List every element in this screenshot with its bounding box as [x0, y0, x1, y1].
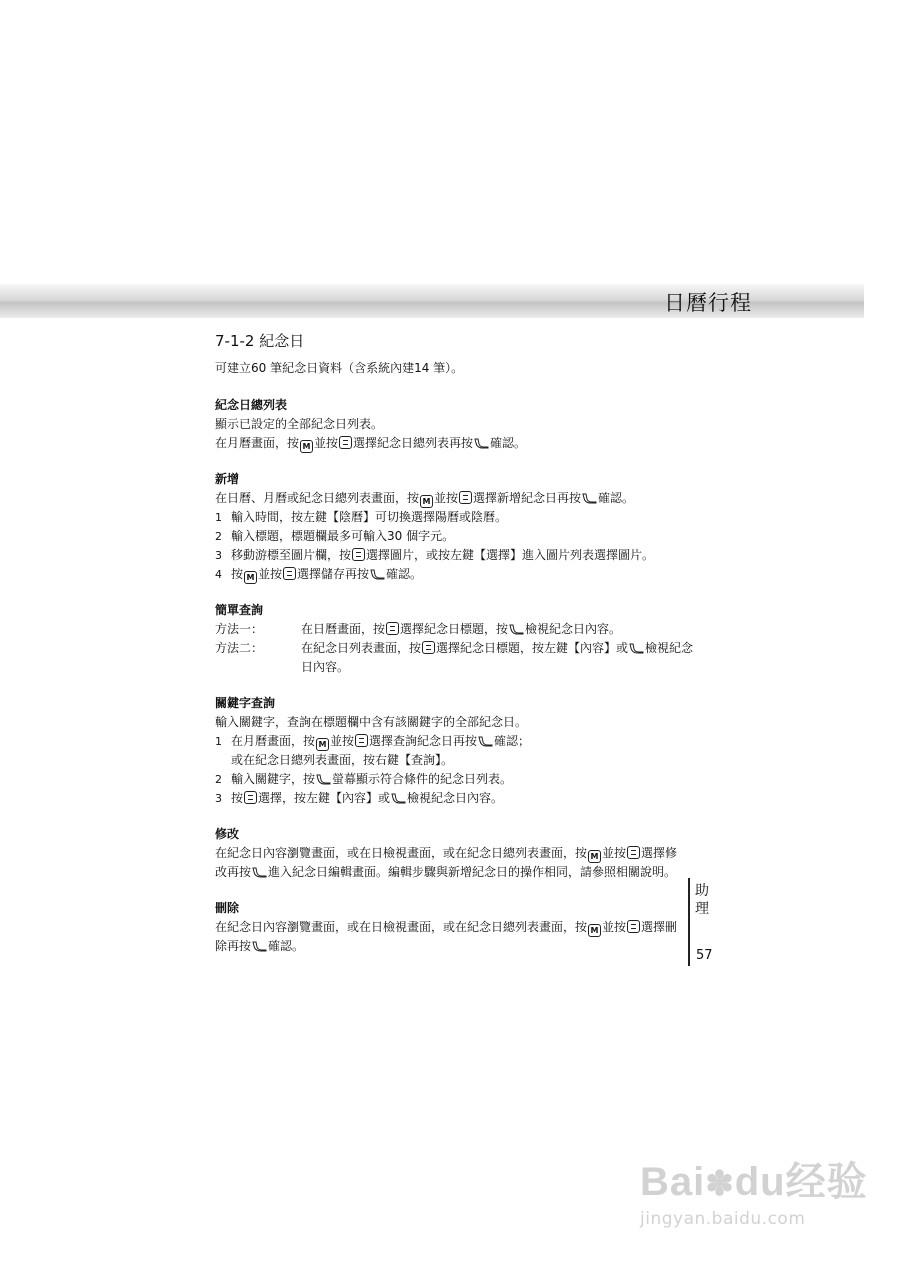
ok-key-icon: [386, 622, 399, 635]
add-step-1: 1 輸入時間，按左鍵【陰曆】可切換選擇陽曆或陰曆。: [215, 510, 508, 524]
menu-key-icon: M: [420, 495, 433, 508]
keyword-step-3: 3 按 選擇，按左鍵【內容】或 檢視紀念日內容。: [215, 791, 504, 805]
call-key-icon: [391, 793, 406, 804]
section-title: 7-1-2 紀念日: [215, 332, 305, 350]
call-key-icon: [370, 569, 385, 580]
keyword-line1: 輸入關鍵字，查詢在標題欄中含有該關鍵字的全部紀念日。: [215, 715, 528, 729]
watermark-url: jingyan.baidu.com: [640, 1209, 806, 1229]
page-content: [215, 332, 695, 973]
ok-key-icon: [459, 491, 472, 504]
block-simple-search: [215, 601, 695, 677]
menu-key-icon: M: [244, 571, 257, 584]
menu-key-icon: M: [588, 850, 601, 863]
ok-key-icon: [627, 920, 640, 933]
block-keyword-search: [215, 694, 695, 808]
side-tab-char-1: 助: [695, 883, 709, 899]
heading-delete: 刪除: [215, 901, 240, 915]
side-tab-char-2: 理: [695, 901, 709, 917]
method-2-text: 在紀念日列表畫面，按 選擇紀念日標題，按左鍵【內容】或 檢視紀念日內容。: [301, 641, 694, 674]
ok-key-icon: [355, 734, 368, 747]
heading-list: 紀念日總列表: [215, 398, 288, 412]
method-1: [215, 620, 695, 639]
list-line1: 顯示已設定的全部紀念日列表。: [215, 417, 384, 431]
chapter-title: 日曆行程: [664, 291, 752, 315]
page-number: 57: [696, 948, 713, 963]
keyword-step-1: 1 在月曆畫面，按 M 並按 選擇查詢紀念日再按 確認；: [215, 734, 531, 749]
method-1-text: 在日曆畫面，按 選擇紀念日標題，按 檢視紀念日內容。: [301, 622, 622, 636]
add-line1: 在日曆、月曆或紀念日總列表畫面，按 M 並按 選擇新增紀念日再按 確認。: [215, 491, 635, 506]
ok-key-icon: [339, 436, 352, 449]
watermark-logo: Bai✽du经验: [640, 1160, 868, 1204]
call-key-icon: [316, 774, 331, 785]
delete-paragraph: 在紀念日內容瀏覽畫面，或在日檢視畫面，或在紀念日總列表畫面，按 M 並按 選擇刪除再按 確認。: [215, 920, 678, 953]
block-list: [215, 396, 695, 453]
add-step-4: 4 按 M 並按 選擇儲存再按 確認。: [215, 567, 423, 582]
list-line2: 在月曆畫面，按 M 並按 選擇紀念日總列表再按 確認。: [215, 436, 527, 451]
keyword-step-2: 2 輸入關鍵字，按 螢幕顯示符合條件的紀念日列表。: [215, 772, 513, 786]
menu-key-icon: M: [300, 440, 313, 453]
call-key-icon: [474, 438, 489, 449]
call-key-icon: [629, 643, 644, 654]
ok-key-icon: [352, 548, 365, 561]
block-add: [215, 470, 695, 584]
heading-simple-search: 簡單查詢: [215, 603, 264, 617]
method-1-label: 方法一：: [215, 622, 264, 636]
heading-keyword-search: 關鍵字查詢: [215, 696, 276, 710]
keyword-step-1-cont: 或在紀念日總列表畫面，按右鍵【查詢】。: [231, 753, 454, 767]
ok-key-icon: [627, 846, 640, 859]
call-key-icon: [252, 867, 267, 878]
side-tab-line: [688, 878, 690, 966]
menu-key-icon: M: [588, 924, 601, 937]
side-tab-label: [694, 882, 710, 918]
menu-key-icon: M: [316, 738, 329, 751]
heading-add: 新增: [215, 472, 240, 486]
ok-key-icon: [422, 641, 435, 654]
method-2: [215, 639, 695, 677]
block-edit: [215, 825, 695, 882]
baidu-watermark: [640, 1150, 868, 1229]
add-step-3: 3 移動游標至圖片欄，按 選擇圖片，或按左鍵【選擇】進入圖片列表選擇圖片。: [215, 548, 655, 562]
call-key-icon: [509, 624, 524, 635]
edit-paragraph: 在紀念日內容瀏覽畫面，或在日檢視畫面，或在紀念日總列表畫面，按 M 並按 選擇修改再按 進入紀念日編輯畫面。編輯步驟與新增紀念日的操作相同，請參照相關說明。: [215, 846, 678, 879]
ok-key-icon: [283, 567, 296, 580]
ok-key-icon: [244, 791, 257, 804]
heading-edit: 修改: [215, 827, 240, 841]
section-intro: 可建立60 筆紀念日資料（含系統內建14 筆）。: [215, 361, 464, 375]
paw-icon: ✽: [705, 1165, 735, 1203]
block-delete: [215, 899, 695, 956]
call-key-icon: [582, 493, 597, 504]
call-key-icon: [478, 736, 493, 747]
call-key-icon: [252, 941, 267, 952]
add-step-2: 2 輸入標題，標題欄最多可輸入30 個字元。: [215, 529, 455, 543]
method-2-label: 方法二：: [215, 641, 264, 655]
